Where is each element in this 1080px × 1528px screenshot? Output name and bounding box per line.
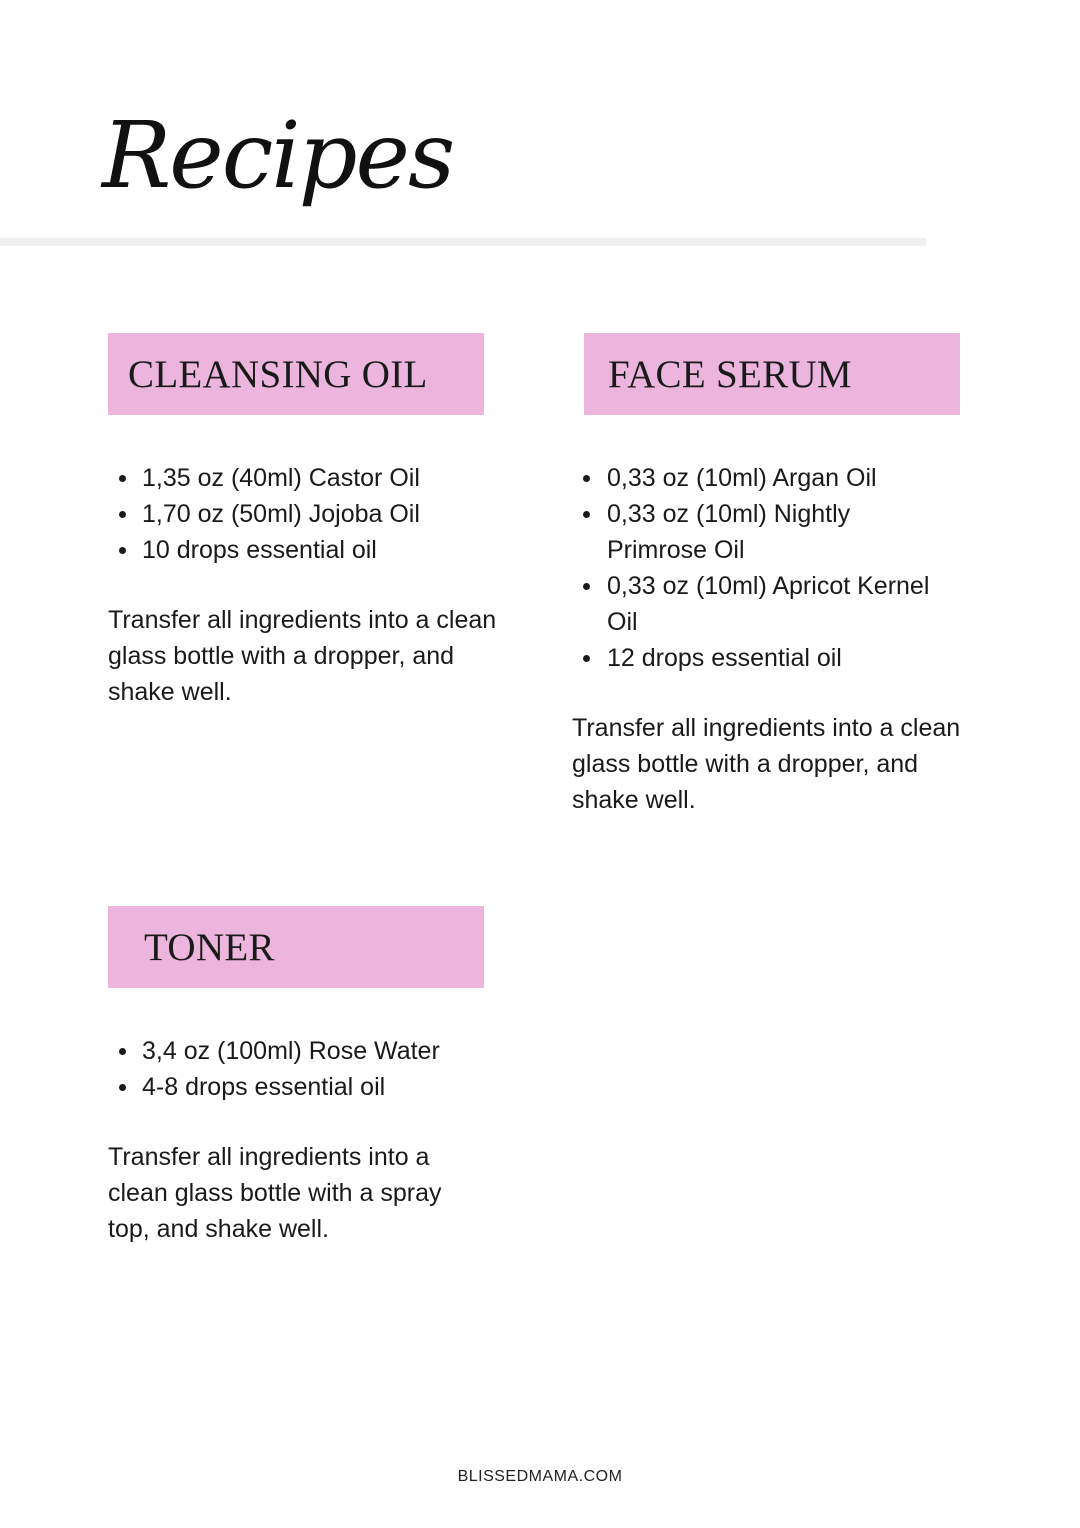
recipe-instructions: Transfer all ingredients into a clean glass bottle with a dropper, and shake well. (108, 606, 497, 706)
recipe-header (108, 906, 484, 988)
page-title: Recipes (102, 102, 454, 209)
recipe-header (108, 333, 484, 415)
title-divider (0, 238, 926, 246)
ingredient-item: 0,33 oz (10ml) Argan Oil (572, 460, 962, 496)
recipe-toner (108, 906, 498, 1247)
recipe-title: CLEANSING OIL (128, 352, 428, 396)
ingredient-list (108, 1033, 498, 1105)
ingredient-item: 3,4 oz (100ml) Rose Water (108, 1033, 498, 1069)
recipe-header (584, 333, 960, 415)
ingredient-item: 12 drops essential oil (572, 640, 962, 676)
ingredient-list (108, 460, 498, 568)
ingredient-item: 1,35 oz (40ml) Castor Oil (108, 460, 498, 496)
recipe-instructions: Transfer all ingredients into a clean glass bottle with a spray top, and shake well. (108, 1143, 442, 1243)
recipe-title: FACE SERUM (608, 352, 852, 396)
ingredient-item: 1,70 oz (50ml) Jojoba Oil (108, 496, 498, 532)
recipe-instructions: Transfer all ingredients into a clean glass bottle with a dropper, and shake well. (572, 714, 961, 814)
footer-site-name[interactable]: BLISSEDMAMA.COM (457, 1468, 623, 1485)
ingredient-item: 0,33 oz (10ml) Apricot Kernel Oil (572, 568, 962, 640)
ingredient-list (572, 460, 962, 676)
ingredient-item: 4-8 drops essential oil (108, 1069, 498, 1105)
ingredient-item: 0,33 oz (10ml) Nightly Primrose Oil (572, 496, 907, 568)
recipe-face-serum (572, 333, 962, 818)
ingredient-item: 10 drops essential oil (108, 532, 498, 568)
recipe-cleansing-oil (108, 333, 498, 710)
recipe-title: TONER (144, 925, 275, 969)
